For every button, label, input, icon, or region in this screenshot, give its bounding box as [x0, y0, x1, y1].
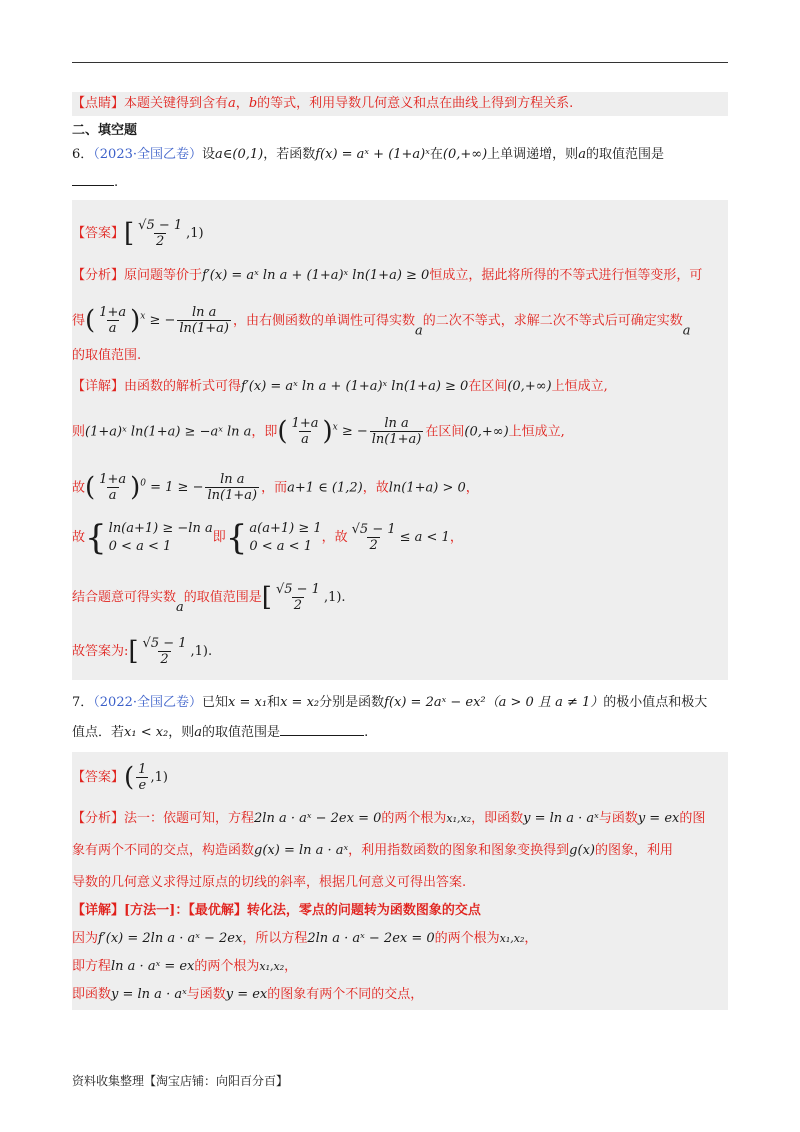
q7-analysis-line-1: 【分析】法一：依题可知，方程2ln a · aˣ − 2ex = 0的两个根为x₁,x₂，即函数y = ln a · aˣ与函数y = ex的图 — [72, 811, 706, 826]
answer-tag: 【答案】 — [72, 226, 125, 241]
detail-tag: 【详解】 — [72, 379, 125, 394]
q6-solution-block — [72, 200, 728, 680]
q6-detail-line-2: 则(1+a)ˣ ln(1+a) ≥ −aˣ ln a，即( $\frac{1+a}{a}$ )$^x$ ≥ − $\frac{\text{ln a}}{\ln(1+a)}$ 在区间(0,+∞)上恒成立, — [72, 416, 565, 448]
q7-detail-line-2: 即方程ln a · aˣ = ex的两个根为x₁,x₂， — [72, 959, 298, 974]
q6-analysis-line-2: 得( $\frac{1+a}{a}$ )$^x$ ≥ − $\frac{\text{ln a}}{\ln(1+a)}$ ，由右侧函数的单调性可得实数a的二次不等式，求解二次不等式后可确定实数a — [72, 305, 691, 339]
detail-tag: 【详解】 — [72, 903, 125, 918]
dianjing-tag: 【点睛】 — [72, 96, 125, 111]
q7-analysis-line-2: 象有两个不同的交点，构造函数g(x) = ln a · aˣ，利用指数函数的图象和图象变换得到g(x)的图象，利用 — [72, 843, 673, 858]
answer-tag: 【答案】 — [72, 770, 125, 785]
q6-detail-line-1: 【详解】由函数的解析式可得f′(x) = aˣ ln a + (1+a)ˣ ln(1+a) ≥ 0在区间(0,+∞)上恒成立, — [72, 379, 608, 394]
q6-answer: 【答案】[ $\frac{√5 - 1}{2}$ ,1) — [72, 218, 204, 249]
page-footer: 资料收集整理【淘宝店铺：向阳百分百】 — [72, 1074, 289, 1088]
answer-blank — [72, 185, 114, 186]
dianjing-block — [72, 92, 728, 116]
q6-source: （2023·全国乙卷） — [93, 147, 202, 162]
q6-detail-line-3: 故( $\frac{1+a}{a}$ )$^0$ = 1 ≥ − $\frac{\text{ln a}}{\ln(1+a)}$ ，而a+1 ∈ (1,2)，故ln(1+a) > 0， — [72, 472, 479, 504]
analysis-tag: 【分析】 — [72, 268, 125, 283]
q7-solution-block — [72, 752, 728, 1010]
q7-analysis-line-3: 导数的几何意义求得过原点的切线的斜率，根据几何意义可得出答案. — [72, 875, 467, 890]
answer-blank — [280, 735, 364, 736]
q7-detail-method: 【详解】[方法一]：【最优解】转化法，零点的问题转为函数图象的交点 — [72, 903, 481, 918]
question-6 — [72, 144, 728, 194]
q7-detail-line-1: 因为f′(x) = 2ln a · aˣ − 2ex，所以方程2ln a · aˣ − 2ex = 0的两个根为x₁,x₂， — [72, 931, 538, 946]
q7-detail-line-3: 即函数y = ln a · aˣ与函数y = ex的图象有两个不同的交点， — [72, 987, 424, 1002]
q7-line-2: 值点．若x₁ < x₂，则a的取值范围是 . — [72, 725, 369, 740]
dianjing-line: 【点睛】本题关键得到含有a，b的等式，利用导数几何意义和点在曲线上得到方程关系. — [72, 96, 574, 111]
q6-detail-line-4: 故 { ln(a+1) ≥ −ln a 0 < a < 1 即 { a(a+1) ≥ 1 0 < a < 1 ，故 $\frac{√5 - 1}{2}$ ≤ a < 1， — [72, 517, 463, 558]
q7-answer: 【答案】( $\frac{1}{e}$ ,1) — [72, 762, 168, 793]
q6-line-2: . — [72, 174, 118, 192]
section-title-block — [72, 122, 728, 142]
question-7 — [72, 692, 728, 746]
q6-line-1: 6．（2023·全国乙卷）设a∈(0,1)，若函数f(x) = aˣ + (1+a)ˣ在(0,+∞)上单调递增，则a的取值范围是 — [72, 147, 664, 162]
q7-line-1: 7．（2022·全国乙卷）已知x = x₁和x = x₂分别是函数f(x) = 2aˣ − ex²（a > 0 且 a ≠ 1）的极小值点和极大 — [72, 695, 708, 710]
section-title: 二、填空题 — [72, 123, 138, 138]
analysis-tag: 【分析】 — [72, 811, 125, 826]
q6-analysis-line-1: 【分析】原问题等价于f′(x) = aˣ ln a + (1+a)ˣ ln(1+a) ≥ 0恒成立，据此将所得的不等式进行恒等变形，可 — [72, 268, 703, 283]
q6-detail-line-5: 结合题意可得实数a的取值范围是[ $\frac{√5 - 1}{2}$ ,1). — [72, 582, 346, 615]
q7-source: （2022·全国乙卷） — [93, 695, 202, 710]
q6-detail-line-6: 故答案为:[ $\frac{√5 - 1}{2}$ ,1). — [72, 636, 213, 667]
q6-analysis-line-3: 的取值范围. — [72, 348, 142, 363]
header-rule — [72, 62, 728, 63]
